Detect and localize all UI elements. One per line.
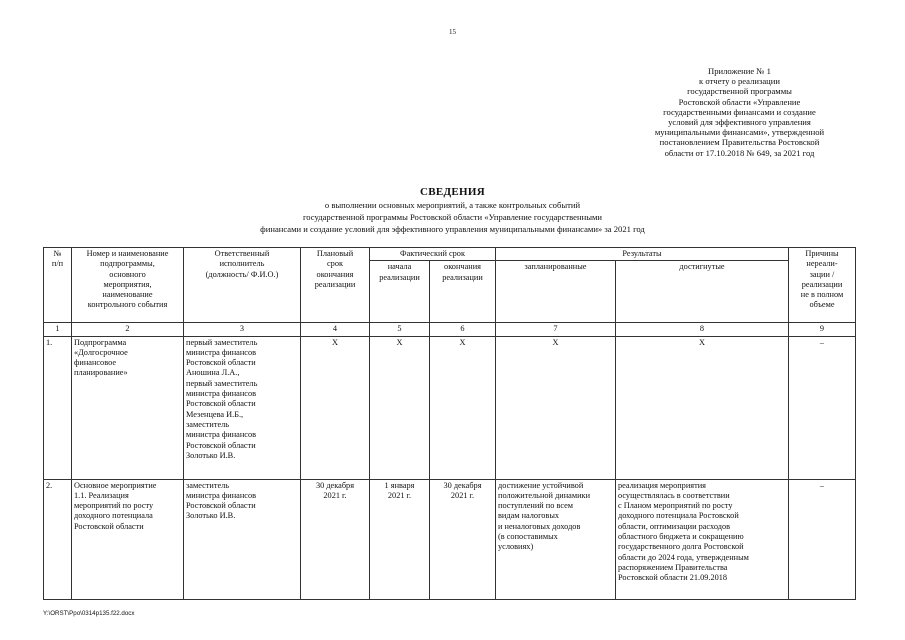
header-results: Результаты bbox=[496, 248, 789, 261]
row-planned-results: достижение устойчивой положительной динамики поступлений по всем видам налоговых и неналоговых доходов (в сопоставимых условиях) bbox=[496, 479, 616, 599]
appendix-line: Ростовской области «Управление bbox=[678, 96, 801, 107]
column-number: 6 bbox=[430, 323, 496, 336]
row-num: 2. bbox=[44, 479, 72, 599]
appendix-line: условий для эффективного управления bbox=[668, 117, 811, 128]
column-number: 4 bbox=[301, 323, 370, 336]
row-planned-results: Х bbox=[496, 336, 616, 479]
appendix-line: муниципальными финансами», утвержденной bbox=[654, 127, 825, 138]
row-achieved-results: реализация мероприятия осуществлялась в соответствии с Планом мероприятий по росту доходного потенциала Ростовской области, оптимизации расходов областного бюджета и сокращению государственного долга Ростовской области до 2024 года, утвержденным распоряжением Правительства Ростовской области 21.09.2018 bbox=[616, 479, 789, 599]
header-actual-start: начала реализации bbox=[370, 261, 430, 323]
row-actual-end: Х bbox=[430, 336, 496, 479]
row-num: 1. bbox=[44, 336, 72, 479]
header-reasons: Причины нереали- зации / реализации не в полном объеме bbox=[789, 248, 856, 323]
column-number: 8 bbox=[616, 323, 789, 336]
row-name: Основное мероприятие 1.1. Реализация мероприятий по росту доходного потенциала Ростовской области bbox=[72, 479, 184, 599]
appendix-line: государственными финансами и создание bbox=[663, 106, 816, 117]
table-row bbox=[44, 336, 856, 479]
page-number: 15 bbox=[449, 28, 456, 36]
document-title: СВЕДЕНИЯ bbox=[420, 186, 485, 198]
row-reasons: – bbox=[789, 336, 856, 479]
report-table bbox=[43, 247, 856, 600]
table-row bbox=[44, 479, 856, 599]
header-planned-deadline: Плановый срок окончания реализации bbox=[301, 248, 370, 323]
row-responsible: первый заместитель министра финансов Ростовской области Аношина Л.А., первый заместитель министра финансов Ростовской области Мезенцева И.Б., заместитель министра финансов Ростовской области Золотько И.В. bbox=[184, 336, 301, 479]
row-actual-start: Х bbox=[370, 336, 430, 479]
appendix-line: государственной программы bbox=[687, 86, 792, 97]
header-planned-results: запланированные bbox=[496, 261, 616, 323]
row-responsible: заместитель министра финансов Ростовской области Золотько И.В. bbox=[184, 479, 301, 599]
row-reasons: – bbox=[789, 479, 856, 599]
subtitle-line: государственной программы Ростовской области «Управление государственными bbox=[302, 212, 603, 222]
appendix-line: к отчету о реализации bbox=[699, 76, 780, 87]
column-numbers-row bbox=[44, 323, 856, 336]
column-number: 7 bbox=[496, 323, 616, 336]
appendix-line: постановлением Правительства Ростовской bbox=[659, 137, 820, 148]
row-actual-end: 30 декабря 2021 г. bbox=[430, 479, 496, 599]
document-subtitle bbox=[0, 199, 905, 235]
column-number: 3 bbox=[184, 323, 301, 336]
appendix-line: Приложение № 1 bbox=[708, 66, 771, 76]
subtitle-line: о выполнении основных мероприятий, а также контрольных событий bbox=[324, 200, 581, 210]
column-number: 9 bbox=[789, 323, 856, 336]
appendix-line: области от 17.10.2018 № 649, за 2021 год bbox=[664, 147, 815, 158]
row-planned-deadline: 30 декабря 2021 г. bbox=[301, 479, 370, 599]
subtitle-line: финансами и создание условий для эффективного управления муниципальными финансами» за 2021 год bbox=[260, 224, 645, 234]
header-responsible: Ответственный исполнитель (должность/ Ф.И.О.) bbox=[184, 248, 301, 323]
row-planned-deadline: Х bbox=[301, 336, 370, 479]
row-achieved-results: Х bbox=[616, 336, 789, 479]
header-actual-term: Фактический срок bbox=[370, 248, 496, 261]
header-name: Номер и наименование подпрограммы, основного мероприятия, наименование контрольного события bbox=[72, 248, 184, 323]
header-actual-end: окончания реализации bbox=[430, 261, 496, 323]
column-number: 5 bbox=[370, 323, 430, 336]
header-achieved-results: достигнутые bbox=[616, 261, 789, 323]
column-number: 2 bbox=[72, 323, 184, 336]
footer-file-path: Y:\ORST\Ppo\0314p135.f22.docx bbox=[43, 610, 135, 617]
header-num: № п/п bbox=[44, 248, 72, 323]
row-name: Подпрограмма «Долгосрочное финансовое планирование» bbox=[72, 336, 184, 479]
appendix-header bbox=[620, 66, 859, 158]
row-actual-start: 1 января 2021 г. bbox=[370, 479, 430, 599]
column-number: 1 bbox=[44, 323, 72, 336]
